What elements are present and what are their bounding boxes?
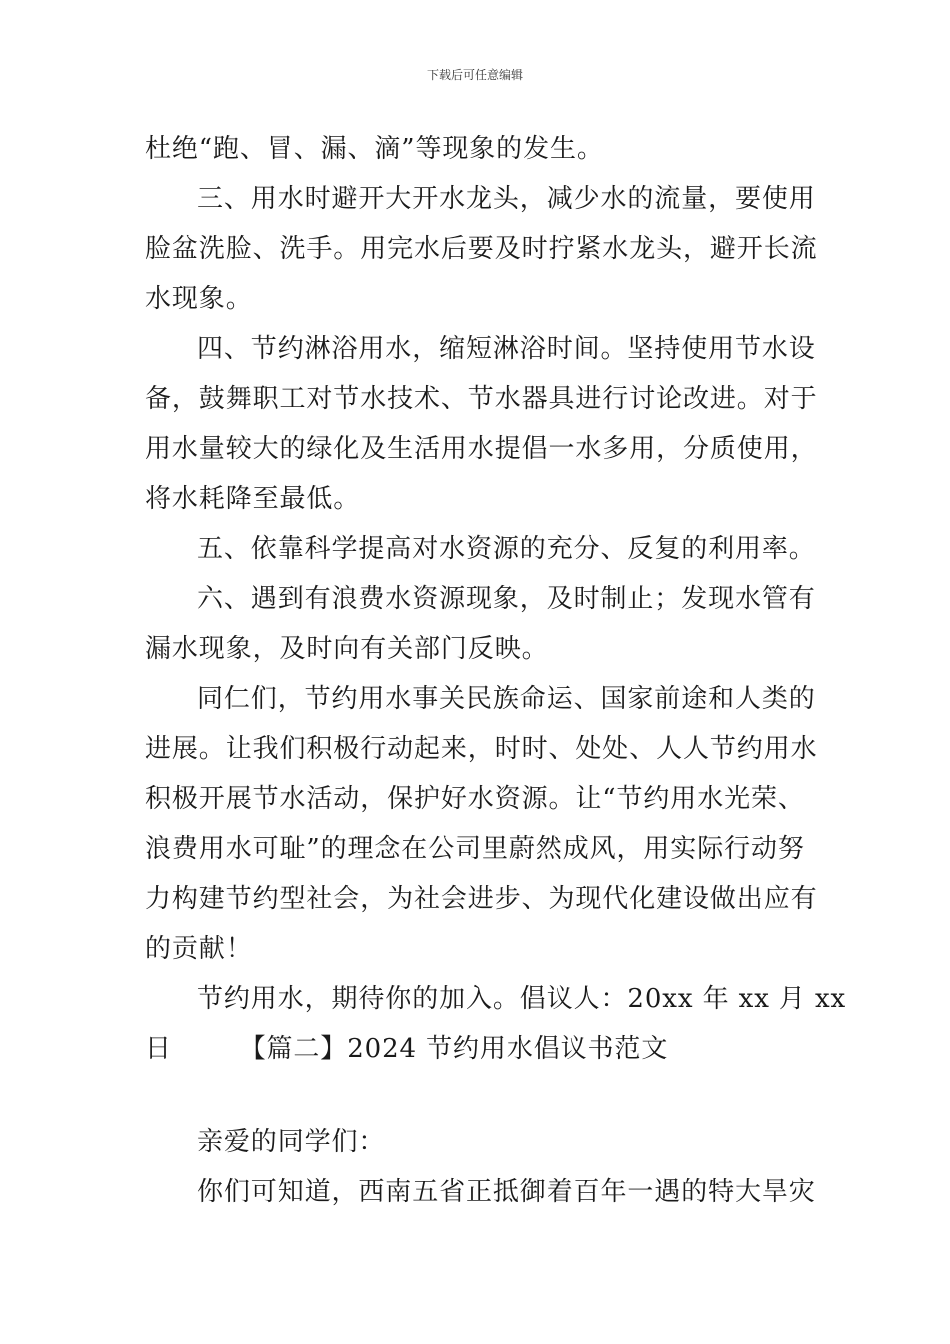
text-line: 浪费用水可耻”的理念在公司里蔚然成风，用实际行动努: [145, 834, 805, 864]
text-line: 漏水现象，及时向有关部门反映。: [145, 634, 549, 664]
text-line: 水现象。: [145, 284, 253, 314]
text-line: 四、节约淋浴用水，缩短淋浴时间。坚持使用节水设: [197, 334, 816, 364]
text-line: 三、用水时避开大开水龙头，减少水的流量，要使用: [197, 184, 816, 214]
text-line: 六、遇到有浪费水资源现象，及时制止；发现水管有: [197, 584, 816, 614]
text-line: 脸盆洗脸、洗手。用完水后要及时拧紧水龙头，避开长流: [145, 234, 818, 264]
text-line: 杜绝“跑、冒、漏、滴”等现象的发生。: [145, 134, 604, 164]
text-line: 积极开展节水活动，保护好水资源。让“节约用水光荣、: [145, 784, 805, 814]
page-header-note: 下载后可任意编辑: [426, 68, 523, 82]
salutation-line: 亲爱的同学们：: [197, 1127, 386, 1157]
text-line: 力构建节约型社会，为社会进步、为现代化建设做出应有: [145, 884, 818, 914]
text-line: 五、依靠科学提高对水资源的充分、反复的利用率。: [197, 534, 816, 564]
text-line: 进展。让我们积极行动起来，时时、处处、人人节约用水: [145, 734, 818, 764]
text-line: 将水耗降至最低。: [145, 484, 361, 514]
text-line: 备，鼓舞职工对节水技术、节水器具进行讨论改进。对于: [145, 384, 818, 414]
text-line: 日 【篇二】2024 节约用水倡议书范文: [145, 1034, 669, 1064]
text-line: 用水量较大的绿化及生活用水提倡一水多用，分质使用，: [145, 434, 818, 464]
paragraph-gap: [145, 1074, 807, 1117]
text-line: 节约用水，期待你的加入。倡议人：20xx 年 xx 月 xx: [197, 984, 847, 1014]
document-body: [145, 124, 847, 1217]
text-line: 你们可知道，西南五省正抵御着百年一遇的特大旱灾: [197, 1177, 816, 1207]
text-line: 的贡献！: [145, 934, 253, 964]
text-line: 同仁们，节约用水事关民族命运、国家前途和人类的: [197, 684, 816, 714]
